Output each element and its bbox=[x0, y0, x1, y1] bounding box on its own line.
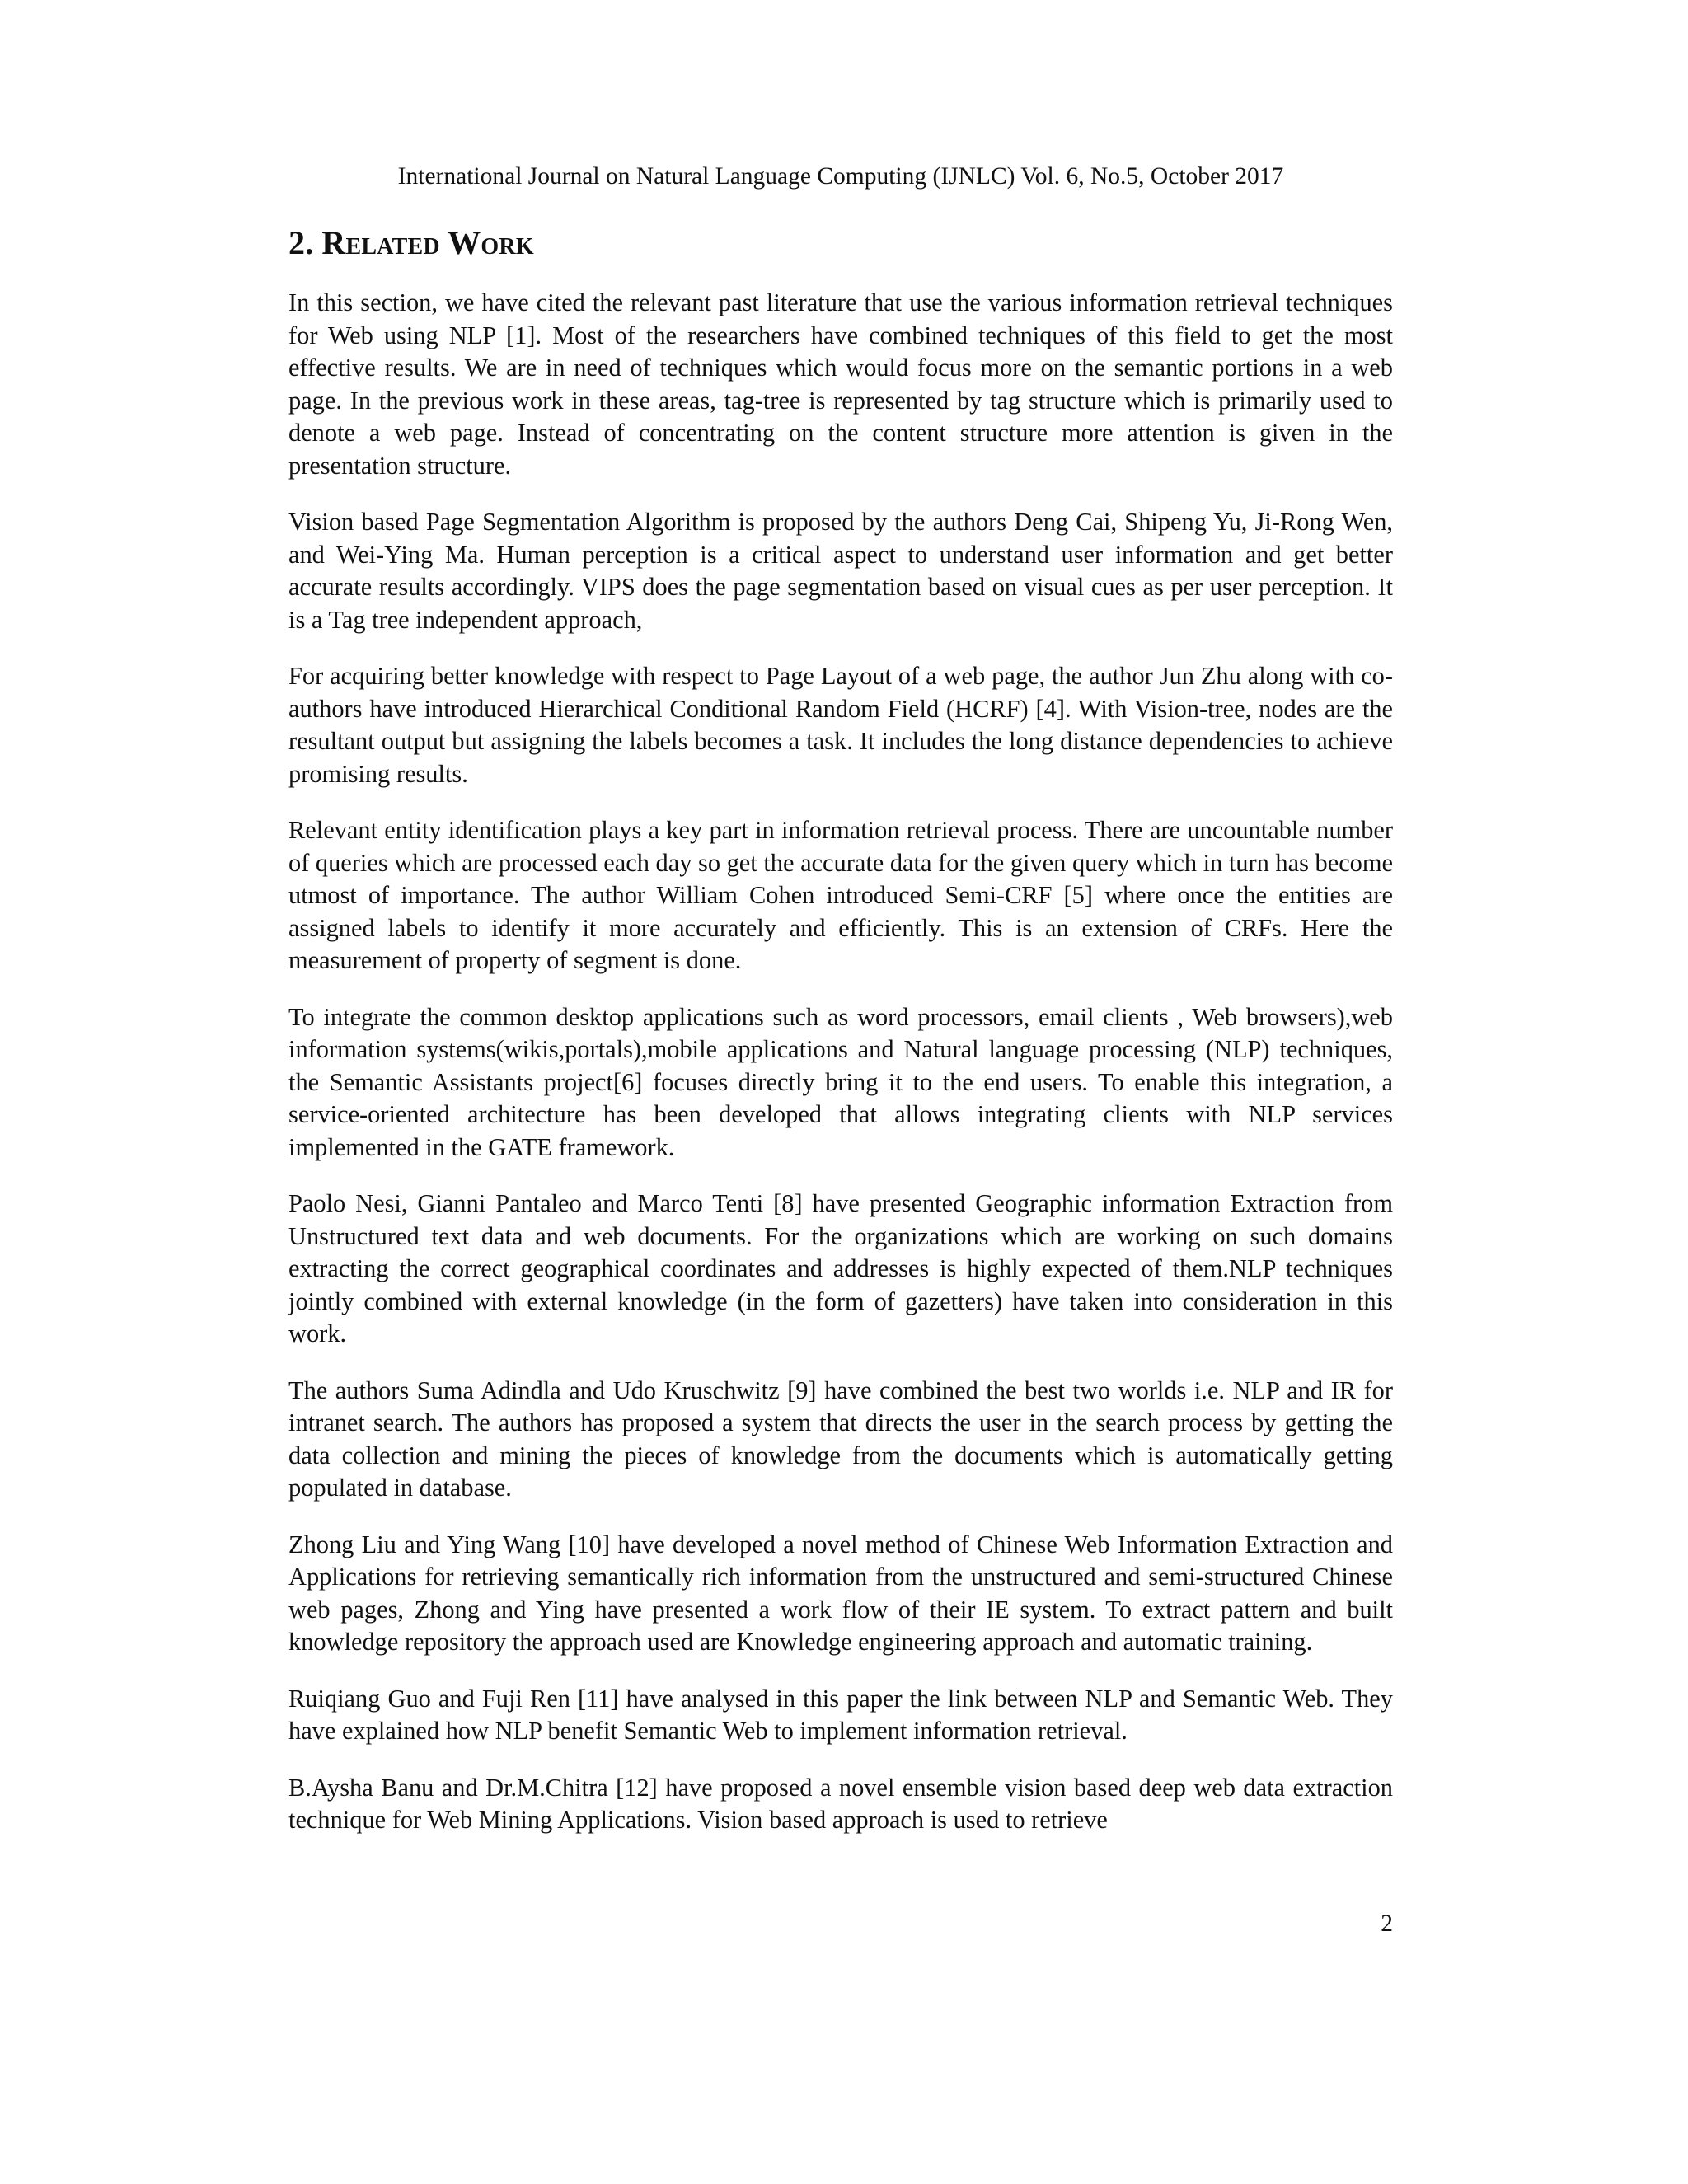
paragraph-hcrf: For acquiring better knowledge with respect to Page Layout of a web page, the author Jun Zhu along with co-authors have introduced Hierarchical Conditional Random Field (HCRF) [4]. With Vision-tree, nodes are the resultant output but assigning the labels becomes a task. It includes the long distance dependencies to achieve promising results. bbox=[288, 662, 1393, 788]
body-column bbox=[288, 223, 1393, 1837]
paragraph-chinese-ie: Zhong Liu and Ying Wang [10] have developed a novel method of Chinese Web Information Extraction and Applications for retrieving semantically rich information from the unstructured and semi-structured Chinese web pages, Zhong and Ying have presented a work flow of their IE system. To extract pattern and built knowledge repository the approach used are Knowledge engineering approach and automatic training. bbox=[288, 1530, 1393, 1656]
section-number: 2. bbox=[288, 224, 314, 261]
page-number: 2 bbox=[1381, 1910, 1393, 1937]
section-title: Related Work bbox=[321, 224, 534, 261]
paragraph-intranet-search: The authors Suma Adindla and Udo Kruschwitz [9] have combined the best two worlds i.e. NLP and IR for intranet search. The authors has proposed a system that directs the user in the search process by getting the data collection and mining the pieces of knowledge from the documents which is automatically getting populated in database. bbox=[288, 1376, 1393, 1502]
paragraph-intro: In this section, we have cited the relevant past literature that use the various information retrieval techniques for Web using NLP [1]. Most of the researchers have combined techniques of this field to get the most effective results. We are in need of techniques which would focus more on the semantic portions in a web page. In the previous work in these areas, tag-tree is represented by tag structure which is primarily used to denote a web page. Instead of concentrating on the content structure more attention is given in the presentation structure. bbox=[288, 288, 1393, 480]
paragraph-semantic-assistants: To integrate the common desktop applications such as word processors, email clients , Web browsers),web information systems(wikis,portals),mobile applications and Natural language processing (NLP) techniques, the Semantic Assistants project[6] focuses directly bring it to the end users. To enable this integration, a service-oriented architecture has been developed that allows integrating clients with NLP services implemented in the GATE framework. bbox=[288, 1002, 1393, 1161]
paragraph-nlp-semantic-web: Ruiqiang Guo and Fuji Ren [11] have analysed in this paper the link between NLP and Semantic Web. They have explained how NLP benefit Semantic Web to implement information retrieval. bbox=[288, 1684, 1393, 1745]
section-heading bbox=[288, 223, 1393, 264]
paragraph-semi-crf: Relevant entity identification plays a key part in information retrieval process. There are uncountable number of queries which are processed each day so get the accurate data for the given query which in turn has become utmost of importance. The author William Cohen introduced Semi-CRF [5] where once the entities are assigned labels to identify it more accurately and efficiently. This is an extension of CRFs. Here the measurement of property of segment is done. bbox=[288, 816, 1394, 974]
paragraph-vips: Vision based Page Segmentation Algorithm is proposed by the authors Deng Cai, Shipeng Yu, Ji-Rong Wen, and Wei-Ying Ma. Human perception is a critical aspect to understand user information and get better accurate results accordingly. VIPS does the page segmentation based on visual cues as per user perception. It is a Tag tree independent approach, bbox=[288, 508, 1393, 634]
paragraph-geographic-extraction: Paolo Nesi, Gianni Pantaleo and Marco Tenti [8] have presented Geographic information Extraction from Unstructured text data and web documents. For the organizations which are working on such domains extracting the correct geographical coordinates and addresses is highly expected of them.NLP techniques jointly combined with external knowledge (in the form of gazetters) have taken into consideration in this work. bbox=[288, 1189, 1393, 1347]
paragraph-deep-web-extraction: B.Aysha Banu and Dr.M.Chitra [12] have proposed a novel ensemble vision based deep web data extraction technique for Web Mining Applications. Vision based approach is used to retrieve bbox=[288, 1773, 1393, 1834]
running-header: International Journal on Natural Language Computing (IJNLC) Vol. 6, No.5, October 2017 bbox=[397, 163, 1284, 190]
